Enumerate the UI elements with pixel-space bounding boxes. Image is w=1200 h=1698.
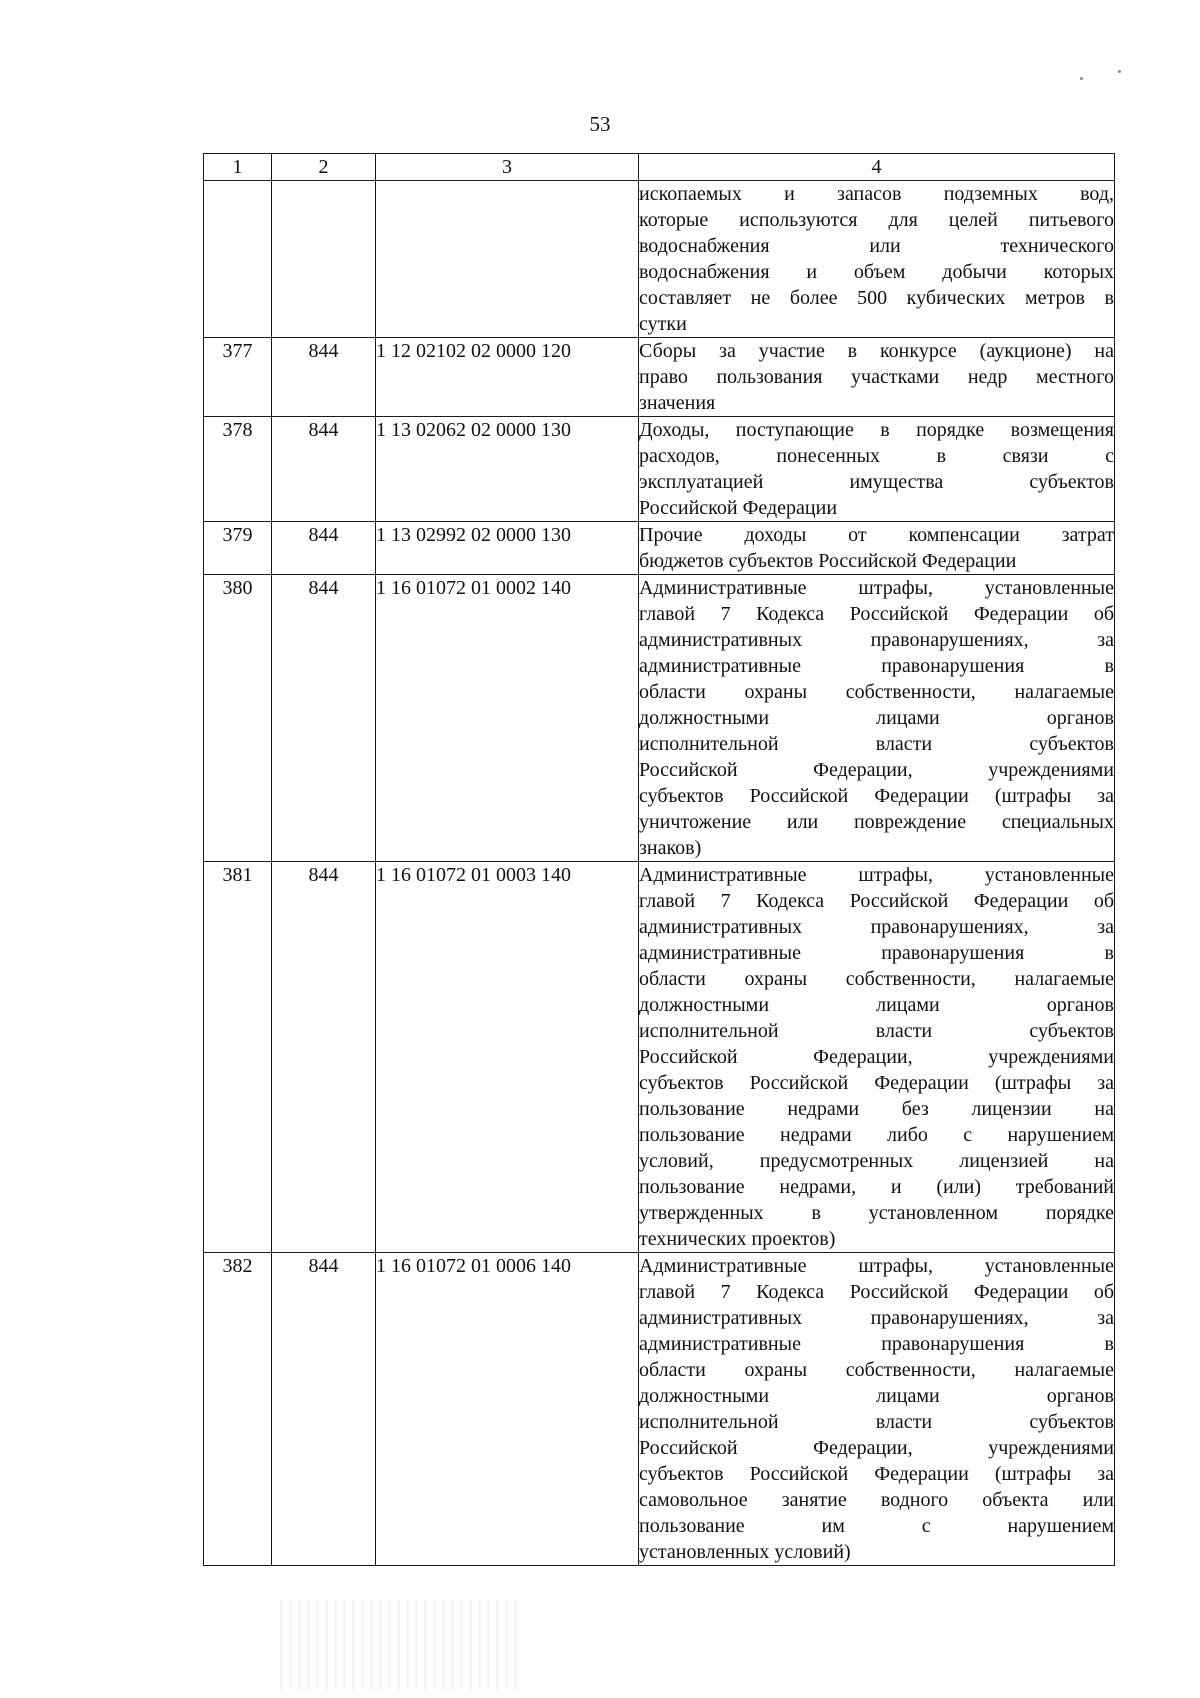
description-line: области охраны собственности, налагаемые [639,1359,1114,1381]
description-cell [639,181,1115,338]
description-line: субъектов Российской Федерации (штрафы за [639,1072,1114,1094]
description-line: установленных условий) [639,1541,851,1563]
description-line: субъектов Российской Федерации (штрафы за [639,785,1114,807]
description-line: административные правонарушения в [639,655,1114,677]
description-line: которые используются для целей питьевого [639,209,1114,231]
admin-code-cell: 844 [272,338,376,417]
row-number-cell: 381 [204,862,272,1253]
admin-code-cell: 844 [272,522,376,575]
scan-speck [1118,70,1121,73]
description-line: Доходы, поступающие в порядке возмещения [639,419,1114,441]
description-line: ископаемых и запасов подземных вод, [639,183,1114,205]
description-cell [639,575,1115,862]
table-row [204,181,1115,338]
admin-code-cell: 844 [272,575,376,862]
admin-code-cell: 844 [272,862,376,1253]
revenue-code-table [203,153,1115,1566]
description-cell [639,1253,1115,1566]
description-line: водоснабжения и объем добычи которых [639,261,1114,283]
description-line: уничтожение или повреждение специальных [639,811,1114,833]
table-body [204,181,1115,1566]
description-line: главой 7 Кодекса Российской Федерации об [639,1281,1114,1303]
description-line: знаков) [639,837,702,859]
row-number-cell: 377 [204,338,272,417]
description-line: самовольное занятие водного объекта или [639,1489,1114,1511]
description-line: главой 7 Кодекса Российской Федерации об [639,603,1114,625]
description-line: должностными лицами органов [639,1385,1114,1407]
description-line: право пользования участками недр местного [639,366,1114,388]
revenue-code-cell: 1 13 02062 02 0000 130 [376,417,639,522]
description-line: должностными лицами органов [639,994,1114,1016]
column-header-description: 4 [639,154,1115,181]
description-line: Сборы за участие в конкурсе (аукционе) на [639,340,1114,362]
column-header-admin-code: 2 [272,154,376,181]
description-line: субъектов Российской Федерации (штрафы за [639,1463,1114,1485]
table-row [204,862,1115,1253]
admin-code-cell: 844 [272,1253,376,1566]
description-line: исполнительной власти субъектов [639,1411,1114,1433]
description-line: административных правонарушениях, за [639,1307,1114,1329]
description-line: Российской Федерации, учреждениями [639,1437,1114,1459]
description-line: пользование недрами либо с нарушением [639,1124,1114,1146]
description-line: исполнительной власти субъектов [639,733,1114,755]
description-cell [639,862,1115,1253]
row-number-cell [204,181,272,338]
description-line: эксплуатацией имущества субъектов [639,471,1114,493]
description-cell [639,338,1115,417]
table-row [204,417,1115,522]
table-row [204,575,1115,862]
revenue-code-cell: 1 12 02102 02 0000 120 [376,338,639,417]
description-line: административные правонарушения в [639,1333,1114,1355]
table-row [204,338,1115,417]
column-header-revenue-code: 3 [376,154,639,181]
revenue-code-cell [376,181,639,338]
revenue-code-cell: 1 13 02992 02 0000 130 [376,522,639,575]
page-number: 53 [589,112,611,136]
description-line: технических проектов) [639,1228,836,1250]
row-number-cell: 379 [204,522,272,575]
table-row [204,1253,1115,1566]
description-line: главой 7 Кодекса Российской Федерации об [639,890,1114,912]
description-line: административных правонарушениях, за [639,629,1114,651]
description-line: исполнительной власти субъектов [639,1020,1114,1042]
description-line: области охраны собственности, налагаемые [639,681,1114,703]
revenue-code-cell: 1 16 01072 01 0003 140 [376,862,639,1253]
description-line: пользование им с нарушением [639,1515,1114,1537]
description-line: пользование недрами без лицензии на [639,1098,1114,1120]
row-number-cell: 382 [204,1253,272,1566]
scan-speck [1080,77,1083,80]
description-cell [639,417,1115,522]
description-line: Административные штрафы, установленные [639,577,1114,599]
column-header-number: 1 [204,154,272,181]
revenue-code-cell: 1 16 01072 01 0002 140 [376,575,639,862]
table-row [204,522,1115,575]
description-line: Российской Федерации [639,497,838,519]
admin-code-cell: 844 [272,417,376,522]
description-line: утвержденных в установленном порядке [639,1202,1114,1224]
description-line: Российской Федерации, учреждениями [639,759,1114,781]
description-line: значения [639,392,716,414]
description-line: Прочие доходы от компенсации затрат [639,524,1114,546]
admin-code-cell [272,181,376,338]
scan-artifact [280,1600,520,1690]
row-number-cell: 378 [204,417,272,522]
revenue-code-cell: 1 16 01072 01 0006 140 [376,1253,639,1566]
description-cell [639,522,1115,575]
description-line: Административные штрафы, установленные [639,1255,1114,1277]
description-line: должностными лицами органов [639,707,1114,729]
description-line: составляет не более 500 кубических метров в [639,287,1114,309]
description-line: административные правонарушения в [639,942,1114,964]
description-line: условий, предусмотренных лицензией на [639,1150,1114,1172]
description-line: Административные штрафы, установленные [639,864,1114,886]
description-line: расходов, понесенных в связи с [639,445,1114,467]
description-line: сутки [639,313,687,335]
description-line: области охраны собственности, налагаемые [639,968,1114,990]
row-number-cell: 380 [204,575,272,862]
description-line: бюджетов субъектов Российской Федерации [639,550,1017,572]
description-line: пользование недрами, и (или) требований [639,1176,1114,1198]
description-line: Российской Федерации, учреждениями [639,1046,1114,1068]
description-line: водоснабжения или технического [639,235,1114,257]
description-line: административных правонарушениях, за [639,916,1114,938]
table-header-row [204,154,1115,181]
